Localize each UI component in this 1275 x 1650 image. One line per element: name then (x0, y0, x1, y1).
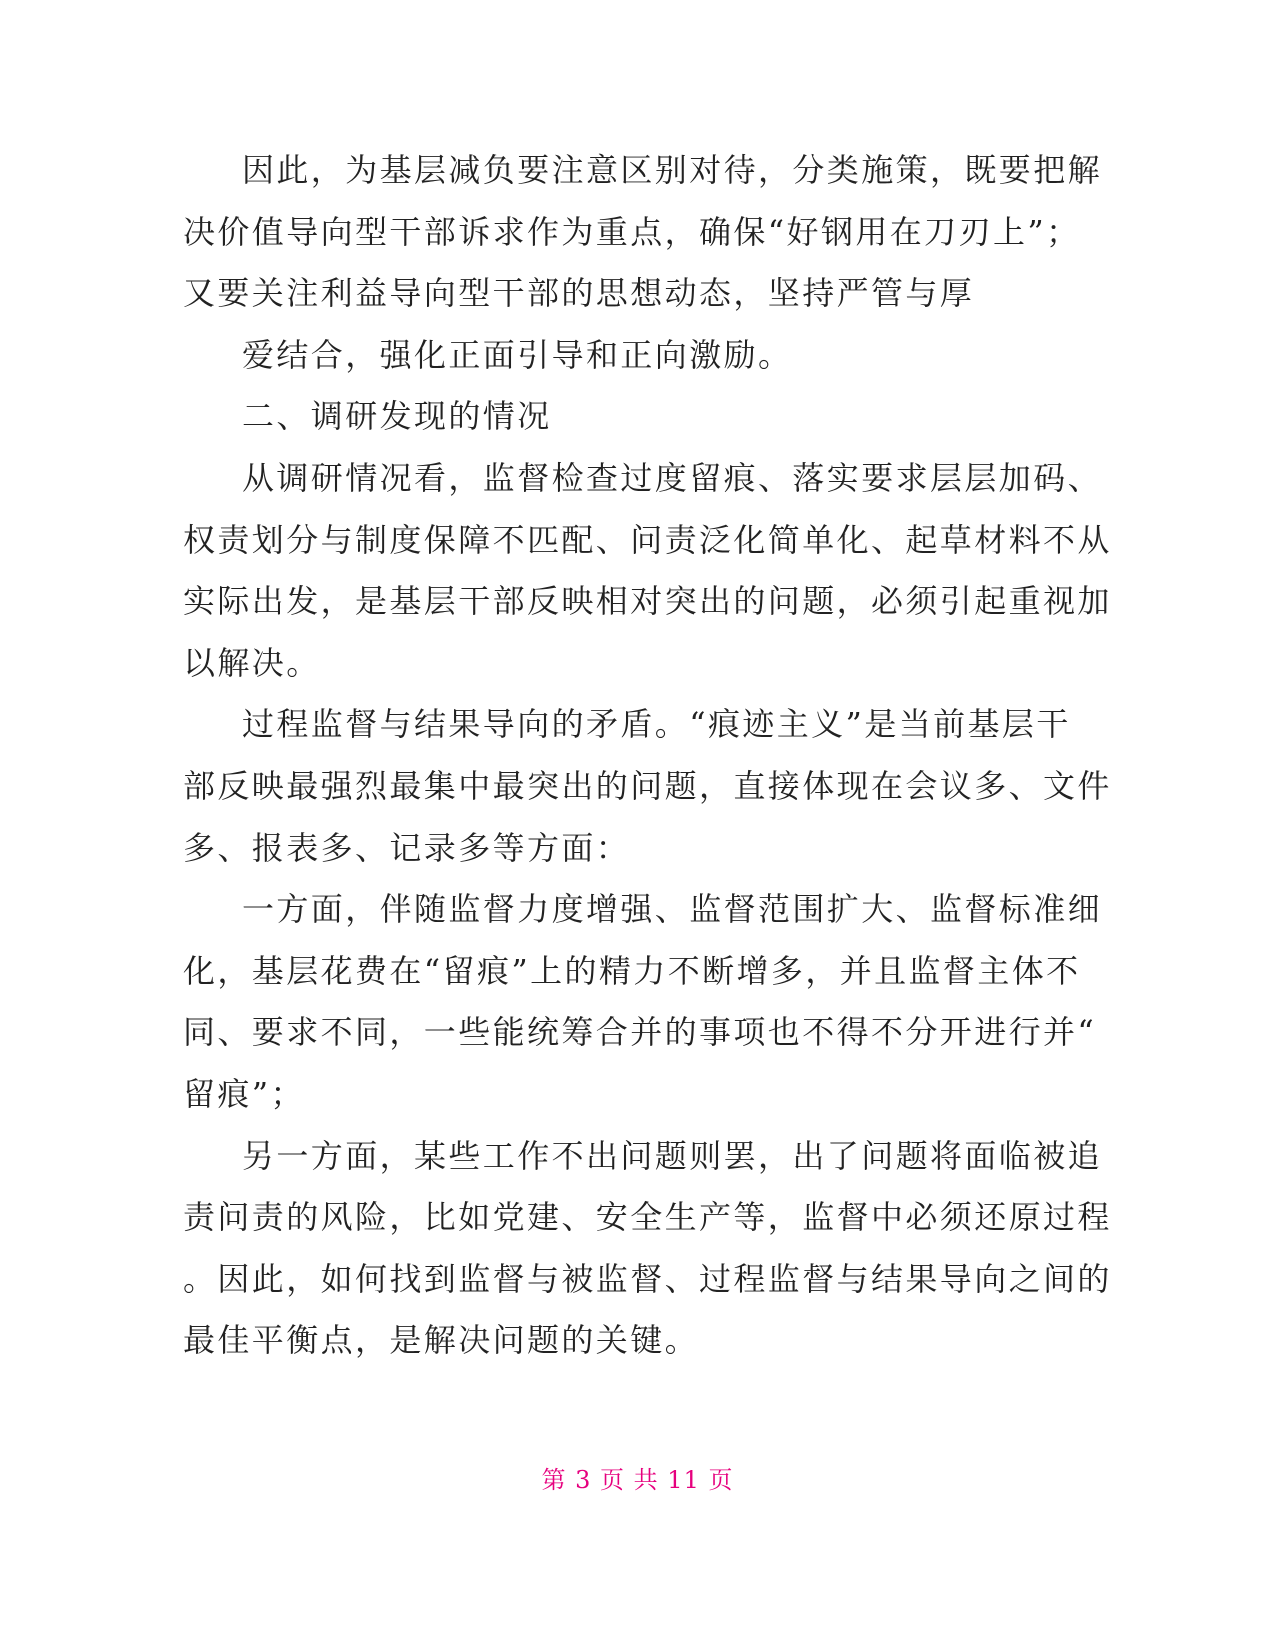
text-line: 留痕”； (183, 1074, 305, 1113)
page-number-footer: 第 3 页 共 11 页 (541, 1466, 734, 1494)
text-line: 又要关注利益导向型干部的思想动态，坚持严管与厚 (183, 274, 975, 313)
text-line: 从调研情况看，监督检查过度留痕、落实要求层层加码、 (242, 458, 1103, 497)
text-line: 最佳平衡点，是解决问题的关键。 (183, 1321, 700, 1360)
text-line: 权责划分与制度保障不匹配、问责泛化简单化、起草材料不从 (183, 520, 1112, 559)
text-line: 实际出发，是基层干部反映相对突出的问题，必须引起重视加 (183, 582, 1112, 621)
text-line: 因此，为基层减负要注意区别对待，分类施策，既要把解 (242, 151, 1103, 189)
text-line: 同、要求不同，一些能统筹合并的事项也不得不分开进行并“ (183, 1013, 1097, 1052)
text-line: 爱结合，强化正面引导和正向激励。 (242, 335, 793, 374)
text-line: 一方面，伴随监督力度增强、监督范围扩大、监督标准细 (242, 890, 1103, 929)
text-line: 。因此，如何找到监督与被监督、过程监督与结果导向之间的 (183, 1259, 1112, 1298)
text-line: 过程监督与结果导向的矛盾。“痕迹主义”是当前基层干 (242, 705, 1071, 744)
text-line: 多、报表多、记录多等方面： (183, 828, 631, 867)
text-line: 责问责的风险，比如党建、安全生产等，监督中必须还原过程 (183, 1198, 1112, 1237)
text-line: 以解决。 (183, 643, 321, 682)
text-line: 另一方面，某些工作不出问题则罢，出了问题将面临被追 (242, 1136, 1103, 1175)
text-line: 化，基层花费在“留痕”上的精力不断增多，并且监督主体不 (183, 951, 1081, 990)
body-text (183, 140, 1112, 1372)
section-heading: 二、调研发现的情况 (242, 397, 552, 436)
text-line: 部反映最强烈最集中最突出的问题，直接体现在会议多、文件 (183, 766, 1112, 805)
text-line: 决价值导向型干部诉求作为重点，确保“好钢用在刀刃上”； (183, 212, 1081, 251)
